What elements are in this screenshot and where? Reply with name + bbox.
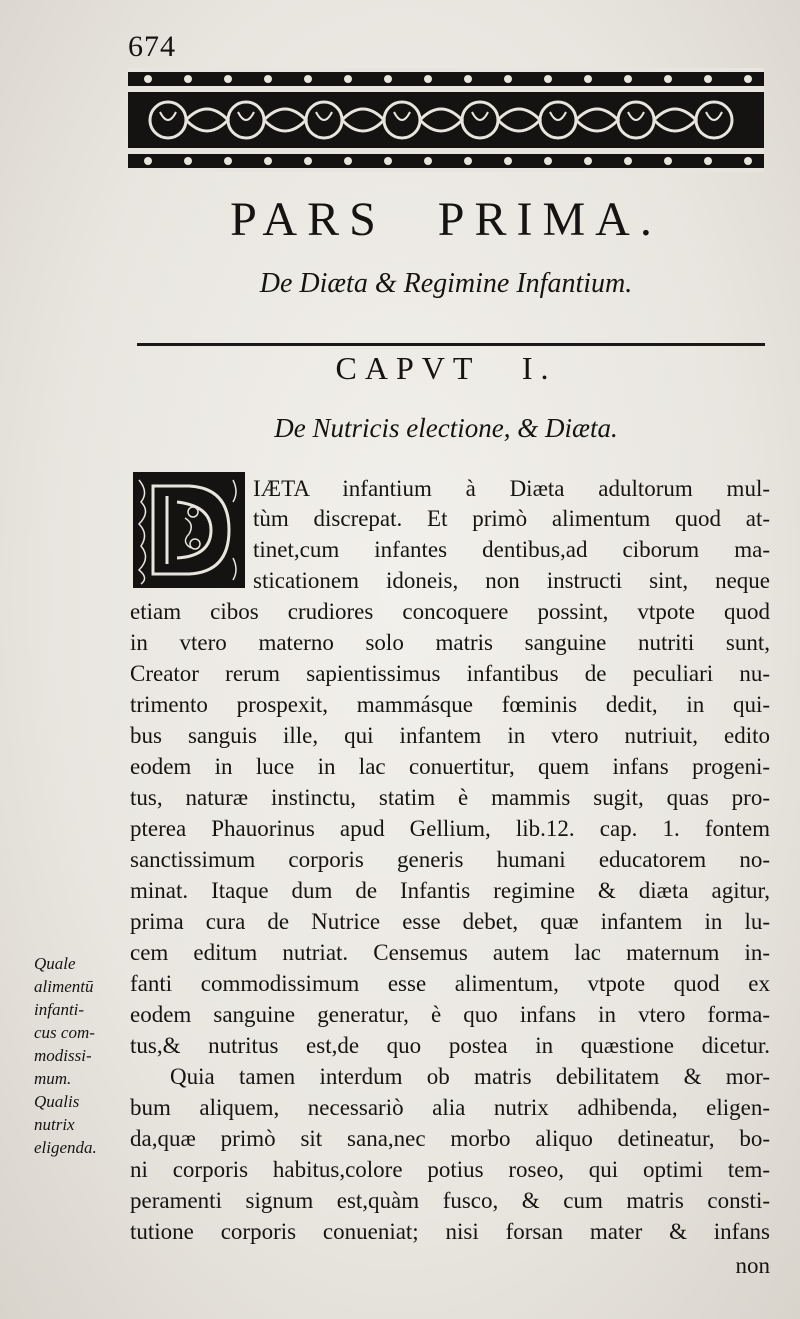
- page-number: 674: [128, 30, 176, 63]
- text-line: peramenti signum est,quàm fusco, & cum matris consti-: [130, 1188, 770, 1213]
- chapter-subtitle: De Nutricis electione, & Diæta.: [274, 413, 618, 443]
- margin-note-line: cus com-: [34, 1023, 95, 1042]
- text-line: da,quæ primò sit sana,nec morbo aliquo detineatur, bo-: [130, 1126, 770, 1151]
- text-line: tus, naturæ instinctu, statim è mammis sugit, quas pro-: [130, 785, 770, 810]
- text-line: sticationem idoneis, non instructi sint, neque: [253, 568, 770, 593]
- margin-note-line: Quale: [34, 954, 76, 973]
- margin-note-line: alimentū: [34, 977, 94, 996]
- text-line: Creator rerum sapientissimus infantibus de peculiari nu-: [130, 661, 770, 686]
- text-line: bum aliquem, necessariò alia nutrix adhibenda, eligen-: [130, 1095, 770, 1120]
- text-line: tus,& nutritus est,de quo postea in quæstione dicetur.: [130, 1033, 770, 1058]
- part-subheading: De Diæta & Regimine Infantium.: [259, 268, 633, 299]
- margin-note-line: mum.: [34, 1069, 72, 1088]
- text-line: trimento prospexit, mammásque fœminis dedit, in qui-: [130, 692, 770, 717]
- margin-note: [34, 952, 132, 1159]
- text-line: IÆTA infantium à Diæta adultorum mul-: [253, 476, 770, 501]
- text-line: pterea Phauorinus apud Gellium, lib.12. cap. 1. fontem: [130, 816, 770, 841]
- margin-note-line: nutrix: [34, 1115, 75, 1134]
- catchword: non: [735, 1253, 770, 1278]
- text-line: cem editum nutriat. Censemus autem lac maternum in-: [130, 940, 770, 965]
- margin-note-line: eligenda.: [34, 1138, 97, 1157]
- horizontal-rule: [137, 343, 765, 346]
- text-line: tùm discrepat. Et primò alimentum quod at-: [253, 506, 770, 531]
- part-heading: PARS PRIMA.: [230, 193, 662, 246]
- ornamental-headpiece: [128, 68, 764, 172]
- text-line: sanctissimum corporis generis humani educatorem no-: [130, 847, 770, 872]
- text-line: Quia tamen interdum ob matris debilitatem & mor-: [170, 1064, 770, 1089]
- text-line: etiam cibos crudiores concoquere possint, vtpote quod: [130, 599, 770, 624]
- text-line: tutione corporis conueniat; nisi forsan mater & infans: [130, 1219, 770, 1244]
- margin-note-line: infanti-: [34, 1000, 85, 1019]
- text-line: prima cura de Nutrice esse debet, quæ infantem in lu-: [130, 909, 770, 934]
- text-line: in vtero materno solo matris sanguine nutriti sunt,: [130, 630, 770, 655]
- text-line: tinet,cum infantes dentibus,ad ciborum ma-: [253, 537, 770, 562]
- decorated-initial-d: [133, 472, 245, 588]
- text-line: bus sanguis ille, qui infantem in vtero nutriuit, edito: [130, 723, 770, 748]
- margin-note-line: modissi-: [34, 1046, 92, 1065]
- margin-note-line: Qualis: [34, 1092, 80, 1111]
- text-line: eodem in luce in lac conuertitur, quem infans progeni-: [130, 754, 770, 779]
- text-line: ni corporis habitus,colore potius roseo, qui optimi tem-: [130, 1157, 770, 1182]
- text-line: fanti commodissimum esse alimentum, vtpote quod ex: [130, 971, 770, 996]
- chapter-heading: CAPVT I.: [335, 350, 557, 386]
- text-line: minat. Itaque dum de Infantis regimine & diæta agitur,: [130, 878, 770, 903]
- text-line: eodem sanguine generatur, è quo infans in vtero forma-: [130, 1002, 770, 1027]
